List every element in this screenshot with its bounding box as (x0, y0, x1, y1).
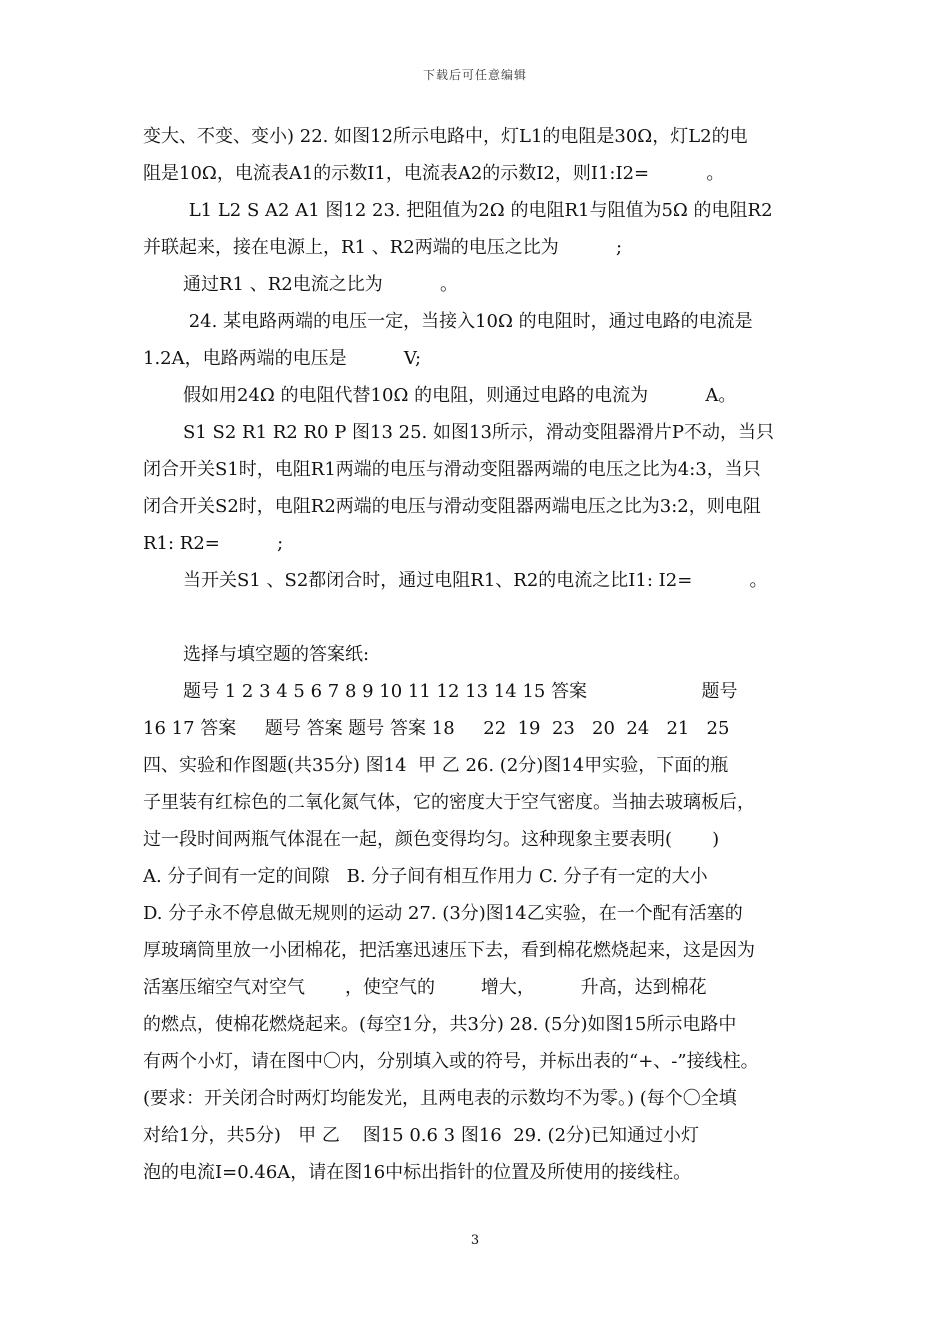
text-line: D. 分子永不停息做无规则的运动 27. (3分)图14乙实验，在一个配有活塞的 (143, 903, 743, 924)
text-line: 1.2A，电路两端的电压是 V; (143, 348, 422, 369)
text-line: 泡的电流I=0.46A，请在图16中标出指针的位置及所使用的接线柱。 (143, 1162, 692, 1183)
text-line: S1 S2 R1 R2 R0 P 图13 25. 如图13所示，滑动变阻器滑片P不动，当只 (183, 422, 775, 443)
text-line: 并联起来，接在电源上，R1 、R2两端的电压之比为 ; (143, 237, 623, 258)
text-line: 假如用24Ω 的电阻代替10Ω 的电阻，则通过电路的电流为 A。 (183, 385, 737, 406)
text-line: 变大、不变、变小) 22. 如图12所示电路中，灯L1的电阻是30Ω，灯L2的电 (143, 126, 748, 147)
text-line: 活塞压缩空气对空气 ，使空气的 增大， 升高，达到棉花 (143, 977, 707, 998)
text-line: 有两个小灯，请在图中〇内，分别填入或的符号，并标出表的“+、-”接线柱。 (143, 1051, 759, 1072)
text-line: 通过R1 、R2电流之比为 。 (183, 274, 458, 295)
text-line: 闭合开关S1时，电阻R1两端的电压与滑动变阻器两端的电压之比为4:3，当只 (143, 459, 761, 480)
document-body (143, 118, 807, 1191)
text-line: (要求：开关闭合时两灯均能发光，且两电表的示数均不为零。) (每个〇全填 (143, 1088, 737, 1109)
text-line: 厚玻璃筒里放一小团棉花，把活塞迅速压下去，看到棉花燃烧起来，这是因为 (143, 940, 755, 961)
text-line: 子里装有红棕色的二氧化氮气体，它的密度大于空气密度。当抽去玻璃板后， (143, 792, 755, 813)
answer-sheet-row: 题号 1 2 3 4 5 6 7 8 9 10 11 12 13 14 15 答案 题号 (183, 681, 738, 702)
page-number: 3 (470, 1233, 480, 1248)
text-line: 阻是10Ω，电流表A1的示数I1，电流表A2的示数I2，则I1:I2= 。 (143, 163, 725, 184)
text-line: 闭合开关S2时，电阻R2两端的电压与滑动变阻器两端电压之比为3:2，则电阻 (143, 496, 761, 517)
text-line: R1: R2= ; (143, 533, 284, 554)
section-heading: 选择与填空题的答案纸: (183, 644, 370, 665)
text-line: 四、实验和作图题(共35分) 图14 甲 乙 26. (2分)图14甲实验，下面的瓶 (143, 755, 729, 776)
answer-sheet-row: 16 17 答案 题号 答案 题号 答案 18 22 19 23 20 24 21 25 (143, 718, 730, 739)
text-line: 当开关S1 、S2都闭合时，通过电阻R1、R2的电流之比I1: I2= 。 (183, 570, 768, 591)
option-line: A. 分子间有一定的间隙 B. 分子间有相互作用力 C. 分子有一定的大小 (143, 866, 708, 887)
text-line: 24. 某电路两端的电压一定，当接入10Ω 的电阻时，通过电路的电流是 (183, 311, 753, 332)
text-line: 对给1分，共5分) 甲 乙 图15 0.6 3 图16 29. (2分)已知通过小灯 (143, 1125, 700, 1146)
text-line: 的燃点，使棉花燃烧起来。(每空1分，共3分) 28. (5分)如图15所示电路中 (143, 1014, 737, 1035)
blank-line (143, 599, 807, 636)
text-line: L1 L2 S A2 A1 图12 23. 把阻值为2Ω 的电阻R1与阻值为5Ω 的电阻R2 (183, 200, 773, 221)
text-line: 过一段时间两瓶气体混在一起，颜色变得均匀。这种现象主要表明( ) (143, 829, 720, 850)
page-header: 下载后可任意编辑 (422, 68, 527, 82)
